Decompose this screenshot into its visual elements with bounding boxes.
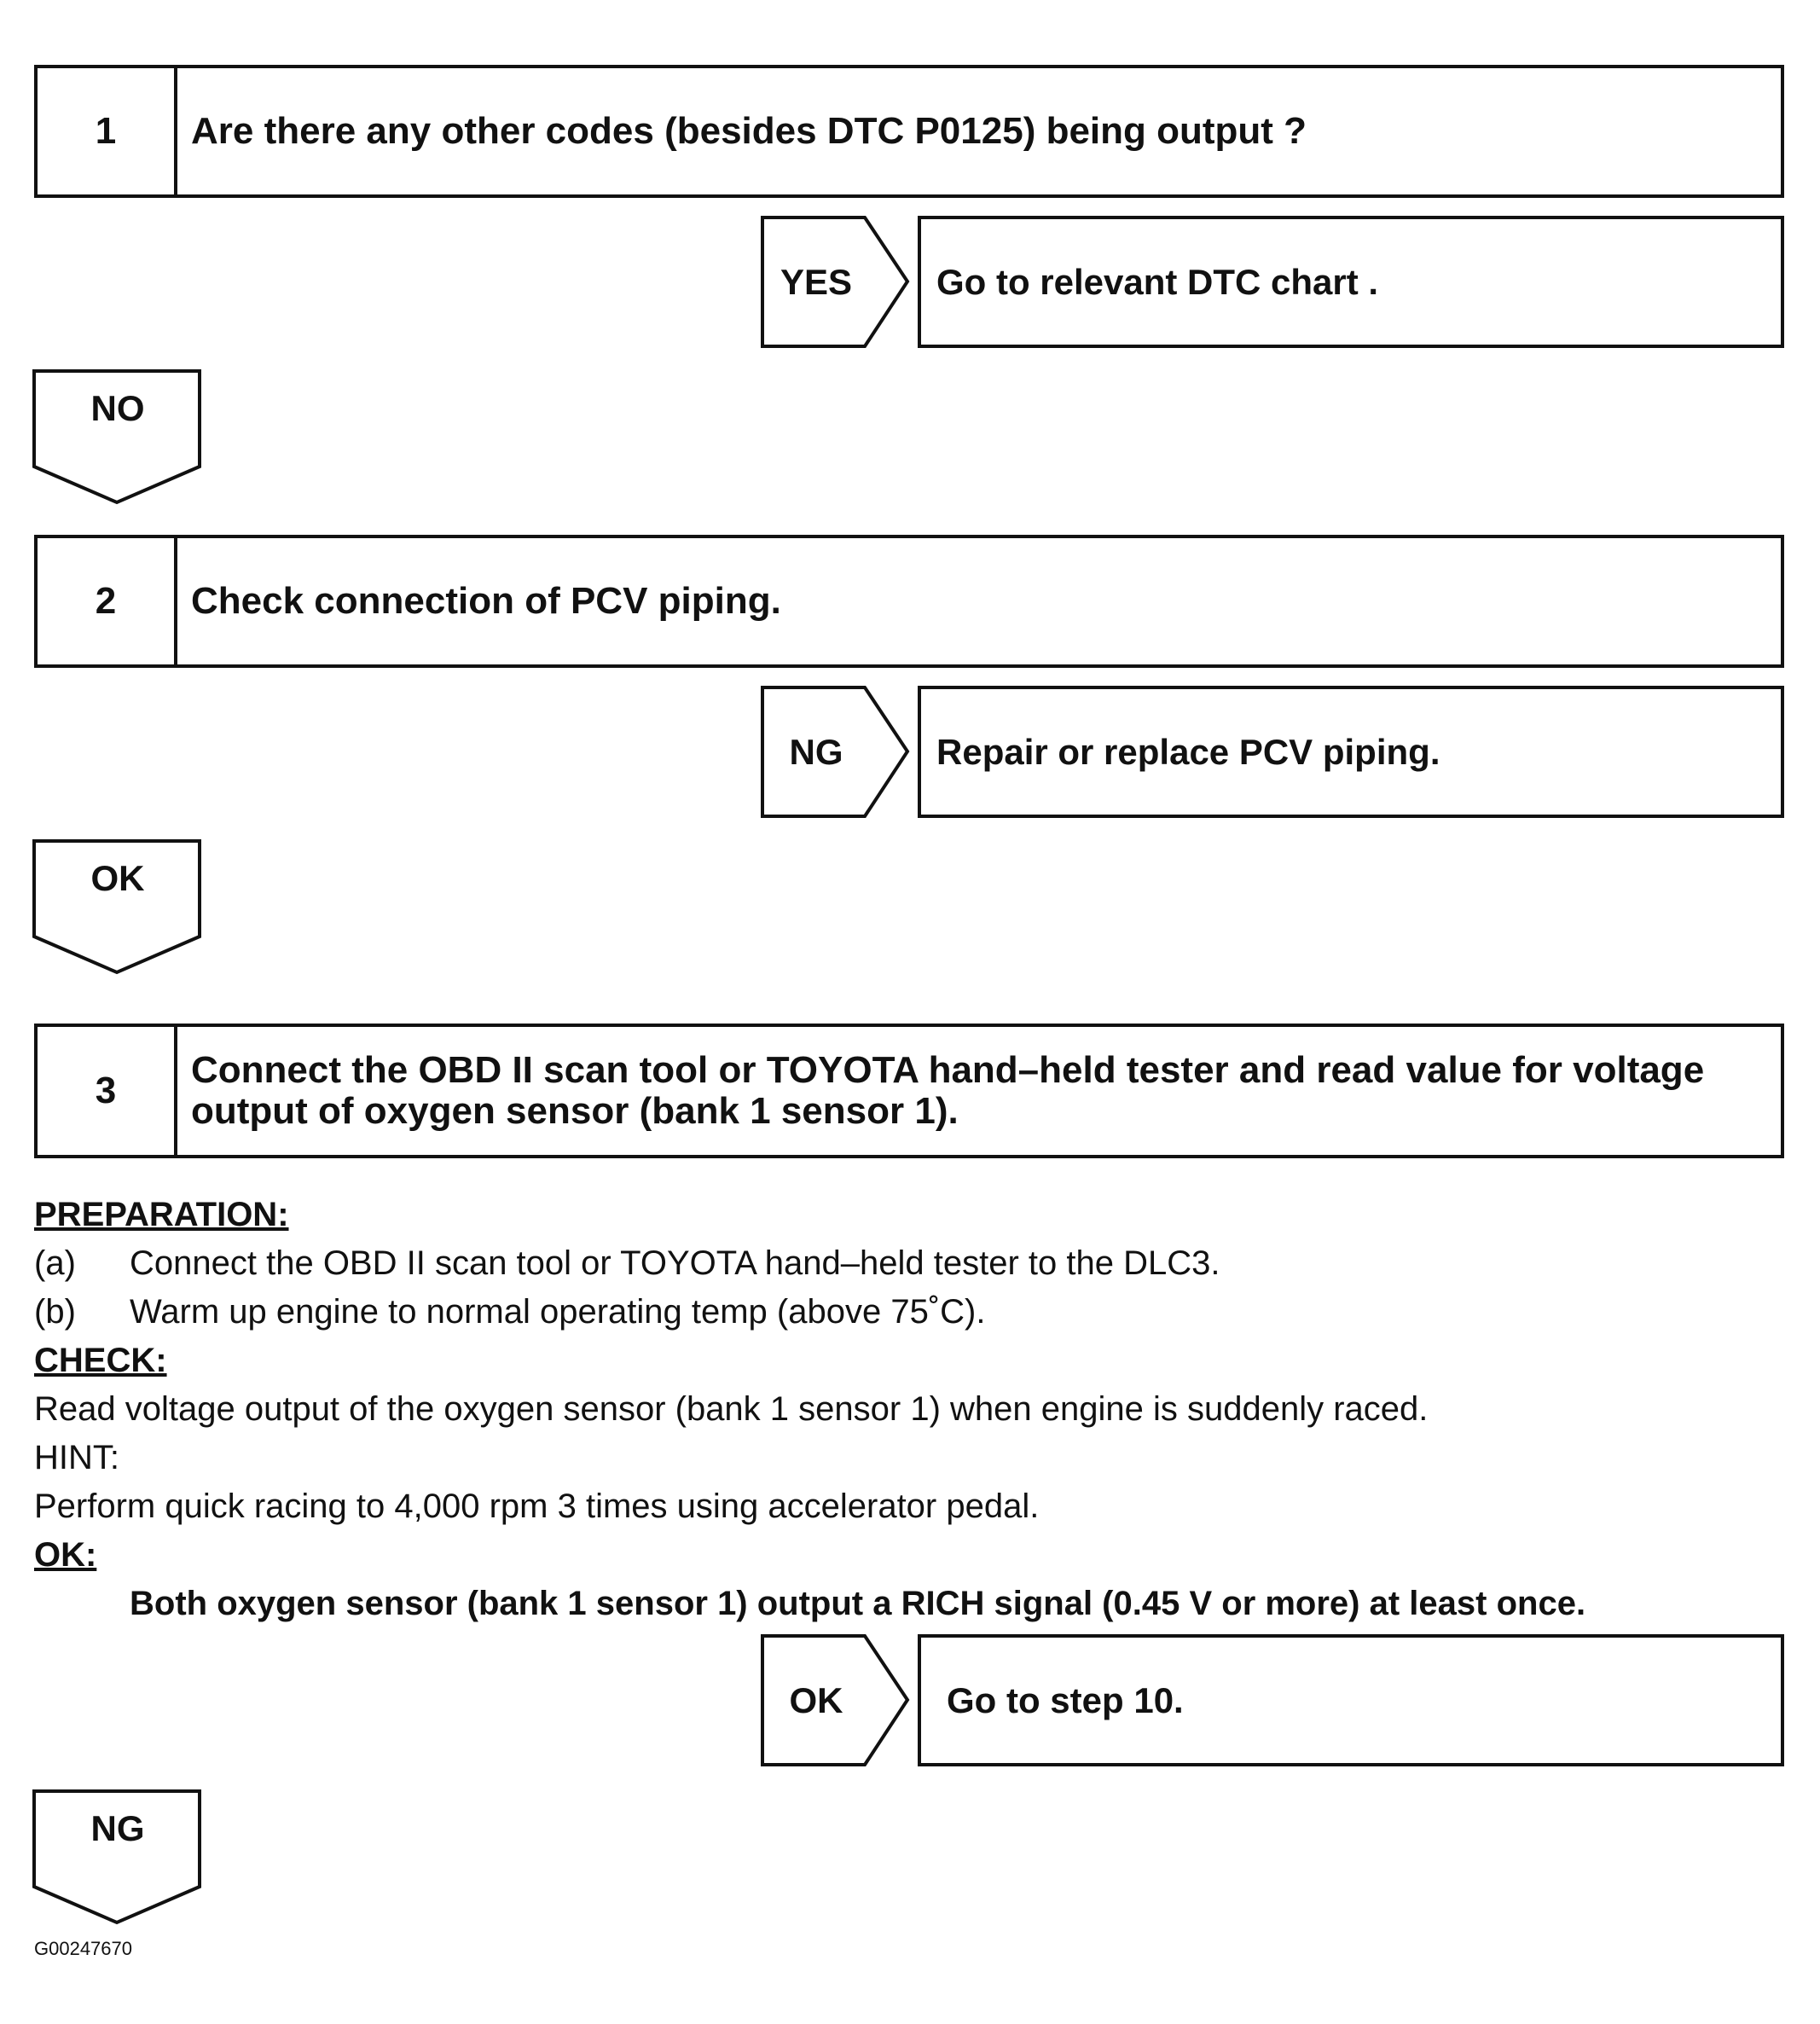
- prep-a-marker: (a): [34, 1244, 76, 1282]
- down-label: NG: [90, 1808, 145, 1848]
- no-down-arrow: [32, 369, 203, 506]
- step-question: Connect the OBD II scan tool or TOYOTA hand–held tester and read value for voltage output of oxygen sensor (bank 1 sensor 1).: [191, 1049, 1705, 1132]
- branch-label: NG: [789, 731, 843, 772]
- branch-label: YES: [780, 261, 853, 302]
- step-number: 3: [38, 1027, 177, 1155]
- down-label: OK: [90, 858, 145, 898]
- hint-heading: HINT:: [34, 1439, 119, 1476]
- step-3-box: [34, 1024, 1784, 1158]
- ok-branch: [761, 1634, 1784, 1766]
- ok-down-arrow: [32, 839, 203, 976]
- yes-branch: [761, 216, 1784, 348]
- ng-down-arrow: [32, 1789, 203, 1926]
- branch-label: OK: [789, 1679, 843, 1720]
- branch-result: Repair or replace PCV piping.: [918, 686, 1784, 818]
- check-heading: CHECK:: [34, 1342, 167, 1379]
- step-number: 2: [38, 538, 177, 664]
- branch-result: Go to step 10.: [918, 1634, 1784, 1766]
- check-text: Read voltage output of the oxygen sensor (bank 1 sensor 1) when engine is suddenly raced.: [34, 1390, 1429, 1428]
- step-1-box: [34, 65, 1784, 198]
- step-2-box: [34, 535, 1784, 668]
- branch-result: Go to relevant DTC chart .: [918, 216, 1784, 348]
- figure-code: G00247670: [34, 1938, 132, 1959]
- ok-heading: OK:: [34, 1536, 97, 1574]
- hint-text: Perform quick racing to 4,000 rpm 3 times using accelerator pedal.: [34, 1488, 1040, 1525]
- preparation-heading: PREPARATION:: [34, 1196, 289, 1233]
- down-label: NO: [90, 388, 145, 428]
- step-question: Check connection of PCV piping.: [191, 580, 781, 622]
- prep-b-marker: (b): [34, 1293, 76, 1331]
- prep-b-text: Warm up engine to normal operating temp (above 75˚C).: [130, 1293, 986, 1331]
- ng-branch: [761, 686, 1784, 818]
- step-question: Are there any other codes (besides DTC P0125) being output ?: [191, 110, 1307, 152]
- step-number: 1: [38, 68, 177, 194]
- ok-criteria: Both oxygen sensor (bank 1 sensor 1) output a RICH signal (0.45 V or more) at least once.: [130, 1585, 1586, 1622]
- prep-a-text: Connect the OBD II scan tool or TOYOTA hand–held tester to the DLC3.: [130, 1244, 1220, 1282]
